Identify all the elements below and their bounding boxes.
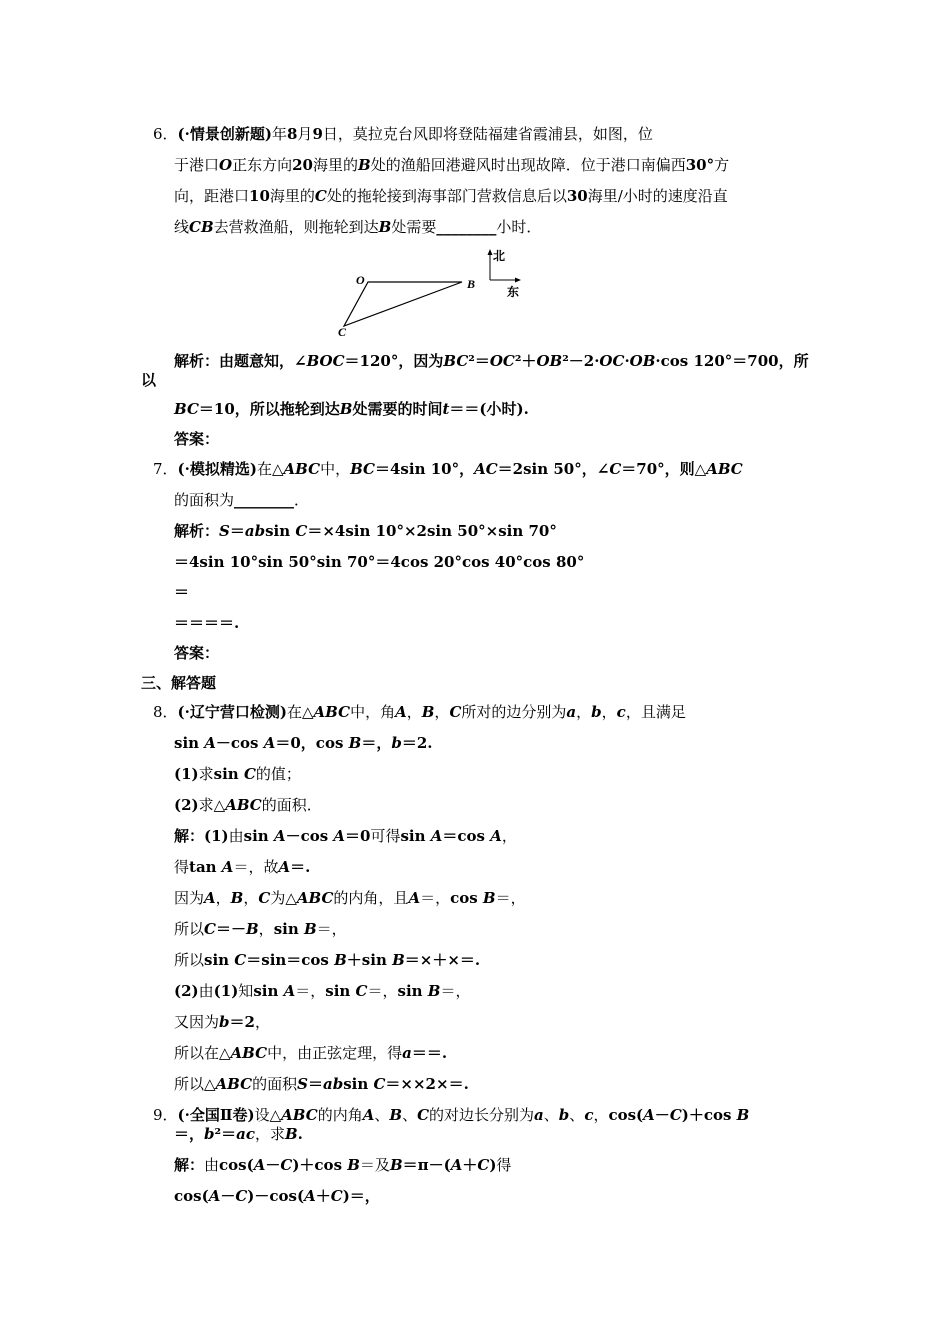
text-run: (2) [174, 796, 199, 814]
text-run: b [558, 1106, 570, 1124]
text-run: B [348, 734, 362, 752]
text-line [141, 370, 156, 390]
text-run: ＝＝. [411, 1044, 448, 1062]
text-run: 设△ [254, 1106, 282, 1124]
text-run: B [392, 951, 405, 969]
text-run: 由 [228, 827, 244, 845]
text-run: OC [489, 352, 515, 370]
text-run: ABC [215, 1075, 253, 1093]
text-run: b [204, 1125, 215, 1143]
text-run: b [219, 1013, 230, 1031]
text-run: (·全国Ⅱ卷) [177, 1106, 255, 1124]
text-run: 所以 [174, 920, 205, 938]
text-run: 得 [496, 1156, 512, 1174]
text-run: C [355, 982, 368, 1000]
text-run: ， [576, 703, 592, 721]
text-run: OC [599, 352, 625, 370]
text-run: 海里/小时的速度沿直 [587, 187, 728, 205]
text-run: 因为 [174, 889, 205, 907]
text-run: 所以△ [174, 1075, 216, 1093]
text-run: B [378, 218, 392, 236]
text-run: ， [601, 703, 617, 721]
text-run: ²－2· [562, 352, 600, 370]
text-run: ＝， [316, 920, 347, 938]
text-run: ＝4sin 10°， [374, 460, 475, 478]
text-run: A [304, 1187, 316, 1205]
text-line [174, 1012, 270, 1032]
text-run: 的对边长分别为 [429, 1106, 535, 1124]
text-run: OB [629, 352, 656, 370]
text-line [174, 981, 470, 1001]
text-run: (1) [213, 982, 239, 1000]
text-run: A [450, 1156, 463, 1174]
text-run: B [482, 889, 496, 907]
text-run: 处的渔船回港避风时出现故障．位于港口南偏西 [370, 156, 686, 174]
text-run: 20 [292, 156, 313, 174]
harbor-diagram [330, 244, 530, 340]
text-run: B [421, 703, 435, 721]
text-run: 年 [271, 125, 287, 143]
text-run: ＝2 [229, 1013, 255, 1031]
text-run: ac [236, 1125, 255, 1143]
text-run: ＋ [462, 1156, 478, 1174]
text-run: 求△ [198, 796, 226, 814]
text-run: O [219, 156, 233, 174]
text-run: A [253, 1156, 266, 1174]
text-line [153, 124, 653, 144]
text-run: 所对的边分别为 [461, 703, 567, 721]
text-run: ＝4sin 10°sin 50°sin 70°＝4cos 20°cos 40°cos 80° [174, 553, 585, 571]
text-run: ＝， [367, 982, 398, 1000]
text-run: sin [273, 920, 304, 938]
text-run: ＝. [290, 858, 311, 876]
text-run: 的值； [255, 765, 301, 783]
text-run: ＝，故 [233, 858, 279, 876]
text-line [174, 826, 517, 846]
text-run: ＝－ [215, 920, 246, 938]
text-run: ) [489, 1156, 497, 1174]
text-line [174, 1155, 511, 1175]
text-run: － [265, 1156, 281, 1174]
text-run: A [362, 1106, 375, 1124]
text-run: A [408, 889, 421, 907]
text-run: sin [343, 1075, 374, 1093]
text-run: cos( [174, 1187, 209, 1205]
text-run: S [219, 522, 230, 540]
text-run: ＝2sin 50°，∠ [497, 460, 610, 478]
text-run: C [314, 187, 327, 205]
text-line [174, 1186, 380, 1206]
text-run: 中，由正弦定理，得 [267, 1044, 403, 1062]
text-run: C [330, 1187, 343, 1205]
text-run: A [273, 827, 286, 845]
text-run: BC [350, 460, 375, 478]
text-run: 、 [569, 1106, 585, 1124]
text-line [153, 1105, 749, 1125]
text-run: ＝， [295, 982, 326, 1000]
text-run: BC [174, 400, 199, 418]
text-run: ＋ [315, 1187, 331, 1205]
text-run: B [736, 1106, 750, 1124]
label-o: O [356, 273, 365, 287]
text-line [174, 950, 480, 970]
text-run: C [234, 951, 247, 969]
text-run: 30° [685, 156, 715, 174]
text-run: C [417, 1106, 430, 1124]
text-run: (·模拟精选) [177, 460, 257, 478]
text-run: ·cos 120°＝700，所 [655, 352, 809, 370]
text-run: 中， [320, 460, 351, 478]
text-run: 海里的 [269, 187, 315, 205]
text-run: ABC [296, 889, 334, 907]
text-run: 正东方向 [232, 156, 293, 174]
text-run: ＝2. [401, 734, 433, 752]
text-run: ， [593, 1106, 609, 1124]
text-run: 求 [198, 765, 214, 783]
text-run: 7． [153, 460, 178, 478]
text-run: ＝sin＝cos [246, 951, 335, 969]
text-run: b [391, 734, 402, 752]
text-run: 、 [374, 1106, 390, 1124]
text-run: ＝ [174, 583, 190, 601]
text-run: t [442, 400, 450, 418]
text-run: (·辽宁营口检测) [177, 703, 287, 721]
text-run: B [245, 920, 259, 938]
text-run: A [208, 1187, 221, 1205]
text-run: －cos [215, 734, 264, 752]
text-line [174, 643, 219, 663]
text-run: A [430, 827, 443, 845]
text-run: 日，莫拉克台风即将登陆福建省霞浦县，如图，位 [322, 125, 653, 143]
text-run: sin [265, 522, 296, 540]
text-run: ABC [281, 1106, 318, 1124]
text-run: 中，角 [350, 703, 396, 721]
text-run: 6． [153, 125, 178, 143]
text-run: ABC [230, 1044, 268, 1062]
text-run: ＝， [440, 982, 471, 1000]
text-run: sin [397, 982, 428, 1000]
text-run: )＋cos [681, 1106, 737, 1124]
text-run: ＝及 [359, 1156, 390, 1174]
text-run: (·情景创新题) [177, 125, 272, 143]
text-run: C [449, 703, 462, 721]
text-run: cos( [608, 1106, 644, 1124]
text-run: 解： [174, 1156, 205, 1174]
text-run: . [297, 1125, 303, 1143]
text-run: ， [258, 920, 274, 938]
text-run: C [243, 765, 256, 783]
text-run: B [334, 951, 347, 969]
text-run: C [204, 920, 216, 938]
text-run: 由 [204, 1156, 220, 1174]
text-run: ＝×＋×＝. [404, 951, 481, 969]
text-run: ________ [436, 218, 497, 236]
text-run: ²＝ [214, 1125, 237, 1143]
text-run: 线 [174, 218, 190, 236]
text-run: ＝cos [442, 827, 491, 845]
text-run: 10 [249, 187, 270, 205]
text-line [174, 155, 729, 175]
text-run: a [566, 703, 577, 721]
text-run: OB [536, 352, 563, 370]
text-run: －cos [285, 827, 334, 845]
text-line [174, 521, 557, 541]
text-run: B [358, 156, 371, 174]
text-run: 解析： [174, 522, 220, 540]
text-run: ，且满足 [625, 703, 686, 721]
text-run: BOC [306, 352, 345, 370]
text-run: 的面积． [261, 796, 322, 814]
text-line [174, 764, 301, 784]
text-run: C [280, 1156, 293, 1174]
text-run: cos [450, 889, 483, 907]
text-run: ＝ [307, 1075, 323, 1093]
label-b: B [467, 277, 476, 291]
text-run: S [297, 1075, 308, 1093]
text-run: 所以在△ [174, 1044, 231, 1062]
text-line [174, 582, 189, 602]
text-run: 可得 [370, 827, 401, 845]
text-run: 的内角，且 [333, 889, 409, 907]
text-run: a [402, 1044, 412, 1062]
text-run: b [591, 703, 602, 721]
label-c: C [338, 325, 347, 339]
text-run: (1) [174, 765, 199, 783]
text-run: B [427, 982, 441, 1000]
triangle-obc [344, 282, 462, 326]
label-east: 东 [507, 285, 520, 299]
text-run: )－cos( [247, 1187, 305, 1205]
text-run: 小时． [496, 218, 542, 236]
text-run: ＝π－( [402, 1156, 451, 1174]
text-run: 海里的 [312, 156, 358, 174]
text-run: 知 [238, 982, 254, 1000]
text-run: 、 [402, 1106, 418, 1124]
text-run: ²＝ [468, 352, 490, 370]
text-run: 在△ [256, 460, 284, 478]
text-run: ²＋ [514, 352, 537, 370]
text-run: ＝， [420, 889, 451, 907]
text-run: cos( [219, 1156, 254, 1174]
text-run: ＝××2×＝. [385, 1075, 469, 1093]
text-line [141, 673, 216, 693]
text-line [174, 1124, 303, 1144]
text-run: ＋sin [346, 951, 393, 969]
text-run: ABC [313, 703, 351, 721]
text-run: 于港口 [174, 156, 220, 174]
text-run: 的面积 [252, 1075, 298, 1093]
text-run: 处需要的时间 [352, 400, 443, 418]
text-run: ＝， [361, 734, 392, 752]
text-run: c [616, 703, 626, 721]
text-run: ab [322, 1075, 344, 1093]
text-run: 处的拖轮接到海事部门营救信息后以 [326, 187, 567, 205]
text-run: A [263, 734, 276, 752]
text-line [174, 733, 433, 753]
text-run: sin [174, 734, 205, 752]
text-run: ＝×4sin 10°×2sin 50°×sin 70° [307, 522, 557, 540]
text-run: · [624, 352, 630, 370]
text-run: C [373, 1075, 386, 1093]
text-run: B [389, 1106, 403, 1124]
text-line [153, 702, 686, 722]
text-line [174, 351, 809, 371]
text-run: 所以 [174, 951, 205, 969]
text-run: ＝120°，因为 [344, 352, 444, 370]
text-run: ， [434, 703, 450, 721]
text-run: 答案： [174, 644, 220, 662]
text-run: 解析：由题意知，∠ [174, 352, 307, 370]
text-run: ABC [706, 460, 743, 478]
text-run: B [339, 400, 353, 418]
text-line [174, 552, 584, 572]
text-line [174, 919, 347, 939]
text-line [174, 613, 239, 633]
text-run: 8 [286, 125, 298, 143]
text-run: 三、解答题 [141, 674, 217, 692]
label-north: 北 [493, 249, 506, 263]
text-run: ＝70°，则△ [621, 460, 707, 478]
text-run: 以 [141, 371, 157, 389]
text-run: ＝ [229, 522, 245, 540]
text-run: C [609, 460, 622, 478]
text-run: A [204, 889, 216, 907]
text-run: sin [400, 827, 431, 845]
text-run: ， [501, 827, 517, 845]
text-run: A [204, 734, 216, 752]
text-run: 去营救渔船，则拖轮到达 [213, 218, 379, 236]
text-run: 又因为 [174, 1013, 220, 1031]
text-line [174, 857, 310, 877]
text-run: sin [204, 951, 235, 969]
text-run: B [230, 889, 244, 907]
text-run: sin [253, 982, 284, 1000]
text-run: ＝0 [345, 827, 371, 845]
text-line [174, 1074, 469, 1094]
text-run: 9 [312, 125, 323, 143]
text-line [174, 217, 541, 237]
text-run: － [220, 1187, 236, 1205]
text-run: A [490, 827, 502, 845]
text-run: 得 [174, 858, 190, 876]
text-run: 的内角 [317, 1106, 363, 1124]
text-run: 、 [543, 1106, 559, 1124]
text-run: C [295, 522, 308, 540]
text-line [174, 490, 309, 510]
text-line [153, 459, 743, 479]
text-run: 方 [714, 156, 730, 174]
text-run: ABC [225, 796, 262, 814]
text-run: ， [215, 889, 231, 907]
text-run: sin [325, 982, 356, 1000]
text-run: C [669, 1106, 682, 1124]
text-line [174, 429, 219, 449]
text-run: ＝10，所以拖轮到达 [198, 400, 340, 418]
text-run: A [283, 982, 296, 1000]
text-run: c [584, 1106, 594, 1124]
text-run: sin [243, 827, 274, 845]
text-run: CB [189, 218, 214, 236]
text-run: 30 [566, 187, 588, 205]
text-run: 处需要 [391, 218, 437, 236]
text-run: ＝＝(小时). [449, 400, 529, 418]
text-run: 答案： [174, 430, 220, 448]
text-run: B [284, 1125, 298, 1143]
text-run: AC [474, 460, 498, 478]
text-run: B [389, 1156, 403, 1174]
text-run: ， [254, 1013, 270, 1031]
text-run: 为△ [270, 889, 297, 907]
text-run: C [477, 1156, 490, 1174]
text-run: － [654, 1106, 670, 1124]
text-run: )＝， [342, 1187, 380, 1205]
text-run: ＝， [495, 889, 526, 907]
text-run: C [235, 1187, 248, 1205]
text-run: a [534, 1106, 544, 1124]
text-run: 9． [153, 1106, 178, 1124]
text-run: A [643, 1106, 655, 1124]
text-run: ，求 [254, 1125, 285, 1143]
text-run: tan [189, 858, 222, 876]
text-run: A [395, 703, 407, 721]
text-run: BC [443, 352, 469, 370]
text-run: 解：(1) [174, 827, 229, 845]
text-run: 的面积为 [174, 491, 235, 509]
text-run: 在△ [286, 703, 314, 721]
text-run: ＝＝＝＝. [174, 614, 240, 632]
text-run: 由 [198, 982, 214, 1000]
text-run: sin [213, 765, 244, 783]
text-run: ________ [234, 491, 295, 509]
text-line [174, 186, 728, 206]
text-run: ＝0，cos [275, 734, 349, 752]
text-run: ＝， [174, 1125, 205, 1143]
text-run: A [333, 827, 346, 845]
text-run: ， [243, 889, 259, 907]
text-line [174, 1043, 447, 1063]
text-run: B [303, 920, 317, 938]
text-run: 月 [297, 125, 313, 143]
text-run: A [221, 858, 234, 876]
text-run: B [347, 1156, 360, 1174]
text-run: A [278, 858, 291, 876]
text-run: ， [406, 703, 422, 721]
text-run: C [258, 889, 271, 907]
text-run: 8． [153, 703, 178, 721]
text-run: ABC [283, 460, 321, 478]
text-line [174, 888, 526, 908]
text-line [174, 399, 529, 419]
text-line [174, 795, 322, 815]
text-run: (2) [174, 982, 199, 1000]
text-run: ab [244, 522, 266, 540]
text-run: ． [294, 491, 310, 509]
text-run: 向，距港口 [174, 187, 250, 205]
text-run: )＋cos [292, 1156, 348, 1174]
